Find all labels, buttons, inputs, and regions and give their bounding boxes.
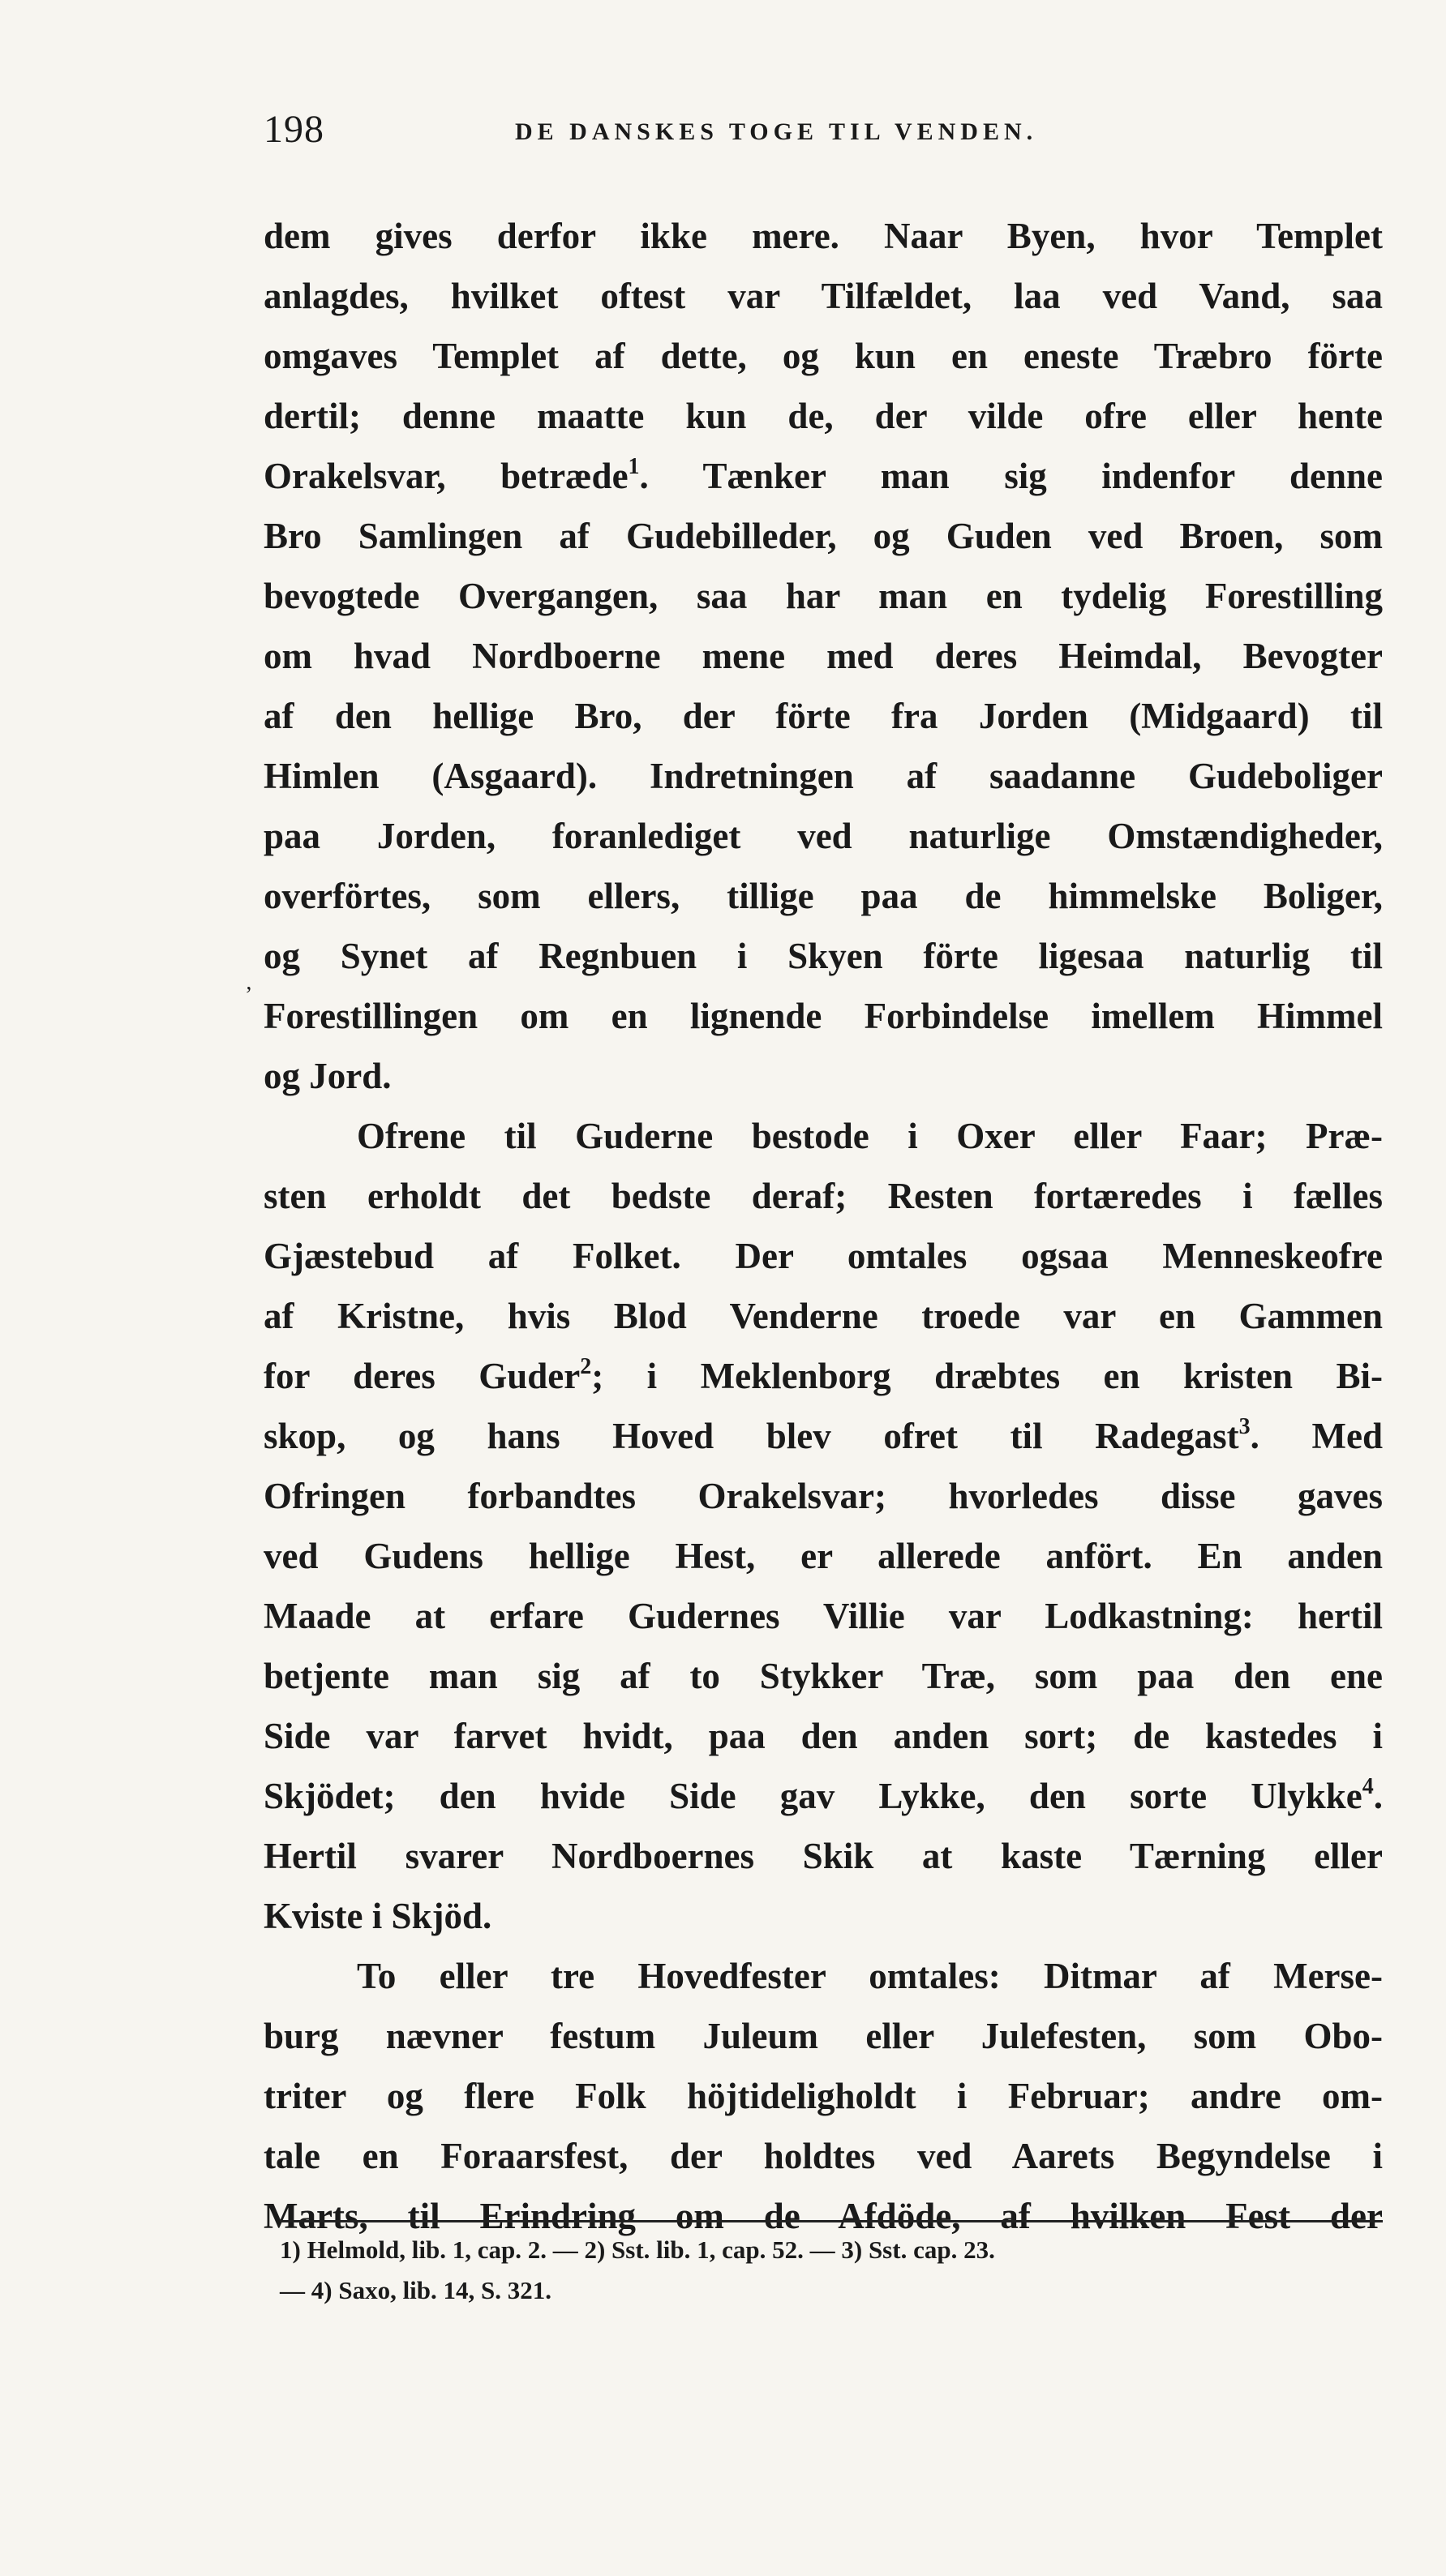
text-segment: anlagdes, hvilket oftest var Tilfældet, laa ved Vand, saa: [264, 276, 1383, 316]
margin-mark: ʼ: [245, 983, 253, 1008]
footnote-ref: 2: [580, 1354, 592, 1379]
text-line: [264, 2006, 1383, 2066]
text-line: [264, 446, 1383, 506]
text-line: [264, 1886, 1383, 1946]
text-segment: dem gives derfor ikke mere. Naar Byen, hvor Templet: [264, 216, 1383, 256]
text-line: [264, 1046, 1383, 1106]
text-segment: skop, og hans Hoved blev ofret til Radegast: [264, 1416, 1239, 1456]
text-line: [264, 1346, 1383, 1406]
text-segment: Bro Samlingen af Gudebilleder, og Guden ved Broen, som: [264, 516, 1383, 556]
text-line: [264, 686, 1383, 746]
text-segment: To eller tre Hovedfester omtales: Ditmar af Merse-: [357, 1956, 1383, 1996]
text-line: [264, 1166, 1383, 1226]
text-line: [264, 1406, 1383, 1466]
text-segment: og Jord.: [264, 1056, 392, 1096]
text-segment: burg nævner festum Juleum eller Julefesten, som Obo-: [264, 2016, 1383, 2056]
text-segment: Ofringen forbandtes Orakelsvar; hvorledes disse gaves: [264, 1476, 1383, 1516]
text-segment: Marts, til Erindring om de Afdöde, af hvilken Fest der: [264, 2196, 1383, 2236]
text-line: [264, 2126, 1383, 2186]
text-line: [264, 1586, 1383, 1646]
text-line: [264, 566, 1383, 626]
text-segment: betjente man sig af to Stykker Træ, som paa den ene: [264, 1656, 1383, 1696]
text-line: [264, 926, 1383, 986]
footnotes: [280, 2230, 1383, 2311]
text-segment: om hvad Nordboerne mene med deres Heimdal, Bevogter: [264, 636, 1383, 676]
text-segment: Gjæstebud af Folket. Der omtales ogsaa Menneskeofre: [264, 1236, 1383, 1276]
text-segment: . Tænker man sig indenfor denne: [639, 456, 1383, 496]
text-line: [264, 1646, 1383, 1706]
text-segment: Maade at erfare Gudernes Villie var Lodkastning: hertil: [264, 1596, 1383, 1636]
text-line: [264, 1226, 1383, 1286]
text-segment: Side var farvet hvidt, paa den anden sort; de kastedes i: [264, 1716, 1383, 1756]
text-segment: Himlen (Asgaard). Indretningen af saadanne Gudeboliger: [264, 756, 1383, 796]
text-segment: overförtes, som ellers, tillige paa de himmelske Boliger,: [264, 876, 1383, 916]
text-segment: . Med: [1250, 1416, 1383, 1456]
text-segment: Ofrene til Guderne bestode i Oxer eller Faar; Præ-: [357, 1116, 1383, 1156]
text-segment: tale en Foraarsfest, der holdtes ved Aarets Begyndelse i: [264, 2136, 1383, 2176]
text-line: [264, 746, 1383, 806]
text-segment: og Synet af Regnbuen i Skyen förte ligesaa naturlig til: [264, 936, 1383, 976]
text-line: [264, 1106, 1383, 1166]
text-line: [264, 206, 1383, 266]
footnote-line: — 4) Saxo, lib. 14, S. 321.: [280, 2276, 552, 2304]
footnote-ref: 3: [1238, 1414, 1251, 1439]
text-line: [264, 1706, 1383, 1766]
text-line: [264, 986, 1383, 1046]
text-line: [264, 386, 1383, 446]
text-segment: paa Jorden, foranlediget ved naturlige Omstændigheder,: [264, 816, 1383, 856]
text-line: [264, 506, 1383, 566]
text-segment: ; i Meklenborg dræbtes en kristen Bi-: [591, 1356, 1383, 1396]
footnote-ref: 1: [628, 454, 640, 479]
text-line: [264, 2066, 1383, 2126]
running-head: [264, 107, 1383, 156]
text-line: [264, 626, 1383, 686]
text-segment: triter og flere Folk höjtideligholdt i Februar; andre om-: [264, 2076, 1383, 2116]
footnote-rule: [280, 2220, 1383, 2222]
body-text: [264, 206, 1383, 2246]
footnote-line: 1) Helmold, lib. 1, cap. 2. — 2) Sst. lib. 1, cap. 52. — 3) Sst. cap. 23.: [280, 2235, 995, 2264]
text-line: [264, 1526, 1383, 1586]
text-segment: Orakelsvar, betræde: [264, 456, 629, 496]
text-segment: Skjödet; den hvide Side gav Lykke, den sorte Ulykke: [264, 1776, 1362, 1816]
text-line: [264, 1826, 1383, 1886]
text-line: [264, 1286, 1383, 1346]
text-line: [264, 1466, 1383, 1526]
text-segment: omgaves Templet af dette, og kun en eneste Træbro förte: [264, 336, 1383, 376]
text-segment: ved Gudens hellige Hest, er allerede anfört. En anden: [264, 1536, 1383, 1576]
text-line: [264, 1766, 1383, 1826]
text-segment: Forestillingen om en lignende Forbindelse imellem Himmel: [264, 996, 1383, 1036]
footnote-ref: 4: [1362, 1774, 1374, 1799]
text-line: [264, 1946, 1383, 2006]
text-segment: Hertil svarer Nordboernes Skik at kaste Tærning eller: [264, 1836, 1383, 1876]
text-line: [264, 326, 1383, 386]
text-segment: bevogtede Overgangen, saa har man en tydelig Forestilling: [264, 576, 1383, 616]
running-title: DE DANSKES TOGE TIL VENDEN.: [515, 118, 1038, 145]
page-number: 198: [264, 108, 324, 151]
text-segment: .: [1373, 1776, 1383, 1816]
text-segment: dertil; denne maatte kun de, der vilde ofre eller hente: [264, 396, 1383, 436]
text-segment: Kviste i Skjöd.: [264, 1896, 492, 1936]
text-segment: sten erholdt det bedste deraf; Resten fortæredes i fælles: [264, 1176, 1383, 1216]
text-segment: af Kristne, hvis Blod Venderne troede var en Gammen: [264, 1296, 1383, 1336]
text-line: [264, 866, 1383, 926]
text-line: [264, 266, 1383, 326]
text-line: [264, 806, 1383, 866]
text-segment: for deres Guder: [264, 1356, 581, 1396]
text-segment: af den hellige Bro, der förte fra Jorden (Midgaard) til: [264, 696, 1383, 736]
